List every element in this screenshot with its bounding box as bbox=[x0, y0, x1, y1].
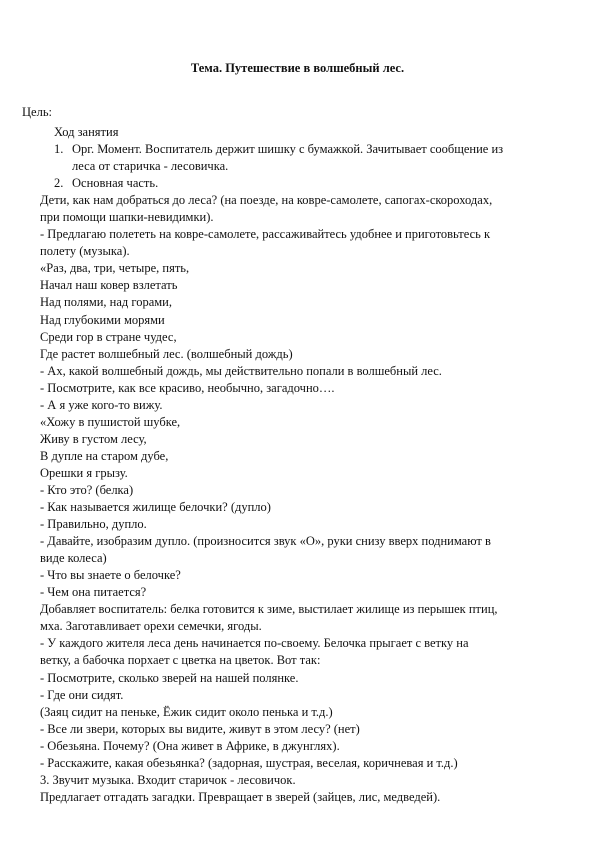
line-text: - Кто это? (белка) bbox=[40, 482, 134, 497]
line-text: леса от старичка - лесовичка. bbox=[72, 159, 229, 174]
line-text: «Раз, два, три, четыре, пять, bbox=[40, 261, 190, 276]
line-text: Живу в густом лесу, bbox=[40, 431, 147, 446]
document-body bbox=[40, 124, 570, 806]
text-line bbox=[40, 789, 570, 806]
line-text: Ход занятия bbox=[54, 125, 119, 139]
text-line bbox=[40, 533, 570, 550]
text-line bbox=[40, 465, 570, 482]
line-text: - А я уже кого-то вижу. bbox=[40, 397, 163, 412]
text-line bbox=[40, 652, 570, 669]
text-line bbox=[40, 448, 570, 465]
goal-label: Цель: bbox=[22, 105, 52, 119]
text-line bbox=[40, 346, 570, 363]
text-line bbox=[40, 209, 570, 226]
text-line bbox=[40, 721, 570, 738]
line-text: Добавляет воспитатель: белка готовится к зиме, выстилает жилище из перышек птиц, bbox=[40, 602, 498, 617]
text-line bbox=[40, 687, 570, 704]
text-line bbox=[40, 329, 570, 346]
text-line bbox=[40, 277, 570, 294]
line-text: - Посмотрите, сколько зверей на нашей полянке. bbox=[40, 670, 299, 685]
line-text: - Где они сидят. bbox=[40, 687, 124, 702]
text-line bbox=[40, 635, 570, 652]
text-line bbox=[40, 738, 570, 755]
line-text: - Давайте, изобразим дупло. (произносится звук «О», руки снизу вверх поднимают в bbox=[40, 534, 491, 549]
line-text: Над глубокими морями bbox=[40, 312, 165, 327]
line-text: 3. Звучит музыка. Входит старичок - лесовичок. bbox=[40, 772, 296, 787]
line-text: - Посмотрите, как все красиво, необычно, загадочно…. bbox=[40, 380, 335, 395]
line-text: Начал наш ковер взлетать bbox=[40, 278, 178, 293]
text-line bbox=[40, 226, 570, 243]
text-line bbox=[40, 601, 570, 618]
text-line bbox=[40, 124, 570, 141]
numbered-item bbox=[40, 141, 570, 158]
line-text: - Как называется жилище белочки? (дупло) bbox=[40, 500, 271, 515]
line-text: - Ах, какой волшебный дождь, мы действительно попали в волшебный лес. bbox=[40, 363, 442, 378]
text-line bbox=[40, 499, 570, 516]
line-text: В дупле на старом дубе, bbox=[40, 448, 169, 463]
line-text: Орешки я грызу. bbox=[40, 465, 128, 480]
text-line bbox=[40, 755, 570, 772]
line-text: ветку, а бабочка порхает с цветка на цветок. Вот так: bbox=[40, 653, 321, 668]
text-line bbox=[40, 294, 570, 311]
item-number: 1. bbox=[54, 142, 64, 157]
text-line bbox=[40, 192, 570, 209]
line-text: - Обезьяна. Почему? (Она живет в Африке, в джунглях). bbox=[40, 738, 340, 753]
line-text: полету (музыка). bbox=[40, 244, 130, 259]
line-text: Основная часть. bbox=[72, 176, 159, 191]
text-line bbox=[40, 397, 570, 414]
item-number: 2. bbox=[54, 176, 64, 191]
text-line bbox=[40, 516, 570, 533]
line-text: виде колеса) bbox=[40, 551, 107, 566]
line-text: мха. Заготавливает орехи семечки, ягоды. bbox=[40, 619, 262, 634]
text-line bbox=[40, 704, 570, 721]
line-text: (Заяц сидит на пеньке, Ёжик сидит около пенька и т.д.) bbox=[40, 704, 333, 719]
text-line bbox=[40, 567, 570, 584]
text-line bbox=[40, 550, 570, 567]
line-text: - Все ли звери, которых вы видите, живут в этом лесу? (нет) bbox=[40, 721, 360, 736]
line-text: «Хожу в пушистой шубке, bbox=[40, 414, 181, 429]
text-line bbox=[40, 670, 570, 687]
line-text: - Расскажите, какая обезьянка? (задорная, шустрая, веселая, коричневая и т.д.) bbox=[40, 755, 458, 770]
line-text: при помощи шапки-невидимки). bbox=[40, 210, 214, 225]
line-text: Предлагает отгадать загадки. Превращает в зверей (зайцев, лис, медведей). bbox=[40, 789, 441, 804]
text-line bbox=[40, 431, 570, 448]
line-text: - Предлагаю полететь на ковре-самолете, рассаживайтесь удобнее и приготовьтесь к bbox=[40, 227, 491, 242]
line-text: - Правильно, дупло. bbox=[40, 517, 147, 532]
text-line bbox=[40, 380, 570, 397]
line-text: Где растет волшебный лес. (волшебный дождь) bbox=[40, 346, 293, 361]
line-text: Орг. Момент. Воспитатель держит шишку с бумажкой. Зачитывает сообщение из bbox=[72, 142, 504, 157]
text-line bbox=[40, 584, 570, 601]
document-title: Тема. Путешествие в волшебный лес. bbox=[190, 61, 405, 75]
text-line bbox=[40, 772, 570, 789]
text-line bbox=[40, 260, 570, 277]
text-line bbox=[40, 414, 570, 431]
line-text: Среди гор в стране чудес, bbox=[40, 329, 177, 344]
numbered-item bbox=[40, 175, 570, 192]
text-line bbox=[40, 158, 570, 175]
text-line bbox=[40, 243, 570, 260]
line-text: - У каждого жителя леса день начинается по-своему. Белочка прыгает с ветку на bbox=[40, 636, 469, 651]
line-text: - Что вы знаете о белочке? bbox=[40, 568, 181, 583]
line-text: Дети, как нам добраться до леса? (на поезде, на ковре-самолете, сапогах-скороходах, bbox=[40, 193, 493, 208]
text-line bbox=[40, 482, 570, 499]
text-line bbox=[40, 618, 570, 635]
text-line bbox=[40, 312, 570, 329]
text-line bbox=[40, 363, 570, 380]
line-text: - Чем она питается? bbox=[40, 585, 147, 600]
line-text: Над полями, над горами, bbox=[40, 295, 172, 310]
